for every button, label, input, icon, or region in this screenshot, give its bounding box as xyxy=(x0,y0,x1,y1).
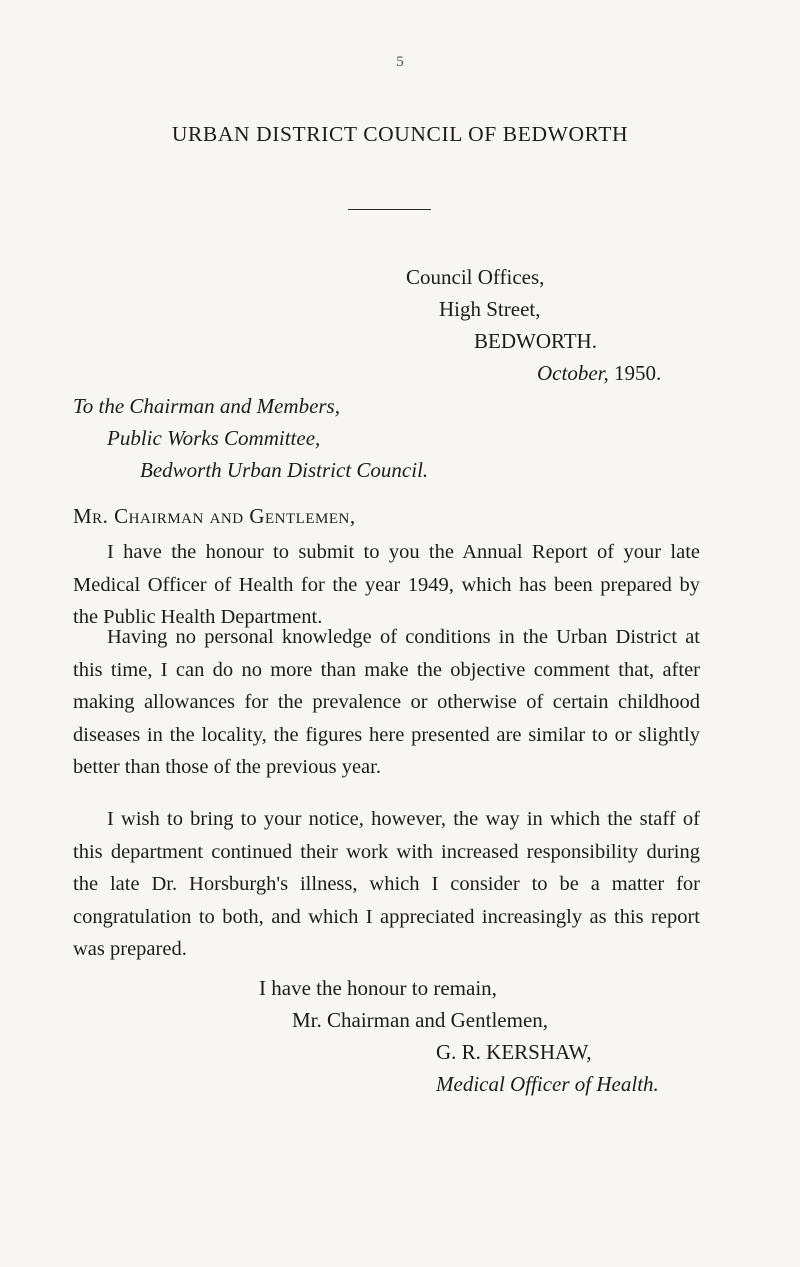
paragraph-1: I have the honour to submit to you the Annual Report of your late Medical Officer of Health for the year 1949, which has been prepared by the Public Health Department. xyxy=(73,541,700,628)
paragraph-3: I wish to bring to your notice, however, the way in which the staff of this department continued their work with increased responsibility during the late Dr. Horsburgh's illness, which I consider to be a matter for congratulation to both, and which I appreciated increasingly as this report was prepared. xyxy=(73,808,700,960)
address-line-3: BEDWORTH. xyxy=(474,329,597,353)
date-year: 1950. xyxy=(614,361,662,385)
letter-date xyxy=(537,363,661,384)
recipient-line-3: Bedworth Urban District Council. xyxy=(140,458,429,482)
address-line-1: Council Offices, xyxy=(406,265,545,289)
address-line-2: High Street, xyxy=(439,297,541,321)
paragraph-2: Having no personal knowledge of conditions in the Urban District at this time, I can do no more than make the objective comment that, after making allowances for the prevalence or otherwise of certain childhood diseases in the locality, the figures here presented are similar to or slightly better than those of the previous year. xyxy=(73,626,700,778)
page-number: 5 xyxy=(396,54,404,70)
signatory-name: G. R. KERSHAW, xyxy=(436,1040,592,1064)
closing-line-2: Mr. Chairman and Gentlemen, xyxy=(292,1008,549,1032)
recipient-line-1: To the Chairman and Members, xyxy=(73,394,340,418)
closing-line-1: I have the honour to remain, xyxy=(259,976,497,1000)
heading-divider xyxy=(348,209,431,210)
salutation: Mr. Chairman and Gentlemen, xyxy=(73,504,356,528)
date-month: October, xyxy=(537,361,609,385)
signatory-title: Medical Officer of Health. xyxy=(436,1072,659,1096)
council-heading: URBAN DISTRICT COUNCIL OF BEDWORTH xyxy=(171,122,629,146)
recipient-line-2: Public Works Committee, xyxy=(107,426,321,450)
